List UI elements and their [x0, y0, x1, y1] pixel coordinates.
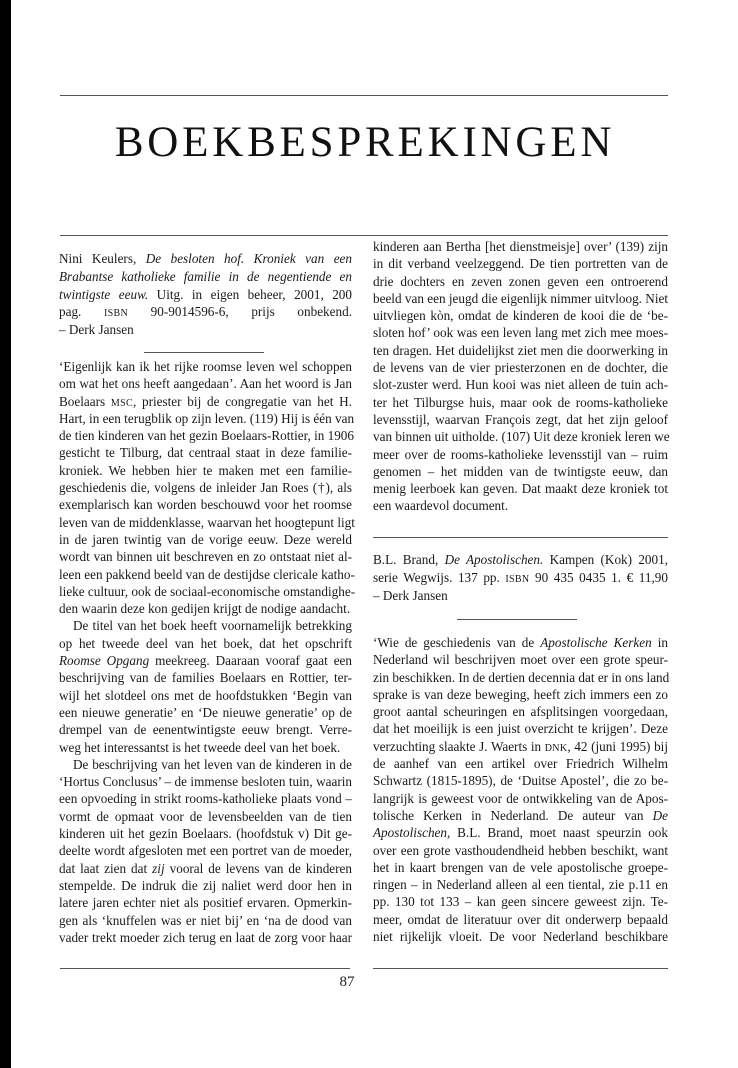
- text-line: meer, omdat de literatuur over dit onderwerp bepaald: [373, 911, 668, 927]
- text-line: leven van de middenklasse, waarvan het hoogtepunt ligt: [59, 514, 355, 530]
- text-line: niet rijkelijk vloeit. De voor Nederland beschikbare: [373, 929, 668, 945]
- text-line: sprake is van deze beweging, heeft zich immers een zo: [373, 686, 668, 702]
- text-line: levensstijl, waarvan François zegt, dat het zijn geloof: [373, 411, 668, 427]
- text-line: latere jaren echter niet als positief ervaren. Opmerkin-: [59, 895, 352, 911]
- text-line: – Derk Jansen: [59, 322, 134, 338]
- text-line: – Derk Jansen: [373, 587, 448, 603]
- text-line: wordt van binnen uit beschreven en zo ontstaat niet al-: [59, 549, 352, 565]
- text-line: het in kaart brengen van de vele apostolische groepe-: [373, 859, 668, 875]
- text-line: Hart, in een terugblik op zijn leven. (119) Hij is één van: [59, 410, 355, 426]
- text-line: in de jaren twintig van de vorige eeuw. Deze wereld: [59, 531, 352, 547]
- review2-top-rule: [373, 537, 668, 538]
- text-line: vader trekt moeder zich terug en laat de zorg voor haar: [59, 929, 352, 945]
- text-line: genomen – het midden van de twintigste eeuw, dan: [373, 463, 668, 479]
- text-line: gesticht te Tilburg, dat centraal staat in deze familie-: [59, 445, 352, 461]
- text-line: menig leerboek kan geven. Dat maakt deze kroniek tot: [373, 481, 668, 497]
- title-bottom-rule: [60, 235, 668, 236]
- text-line: dat het moeilijk is een juist overzicht te krijgen’. Deze: [373, 721, 668, 737]
- text-line: drie dochters en zeven zonen geven een ontroerend: [373, 273, 668, 289]
- text-line: Boelaars MSC, priester bij de congregatie van het H.: [59, 393, 352, 409]
- text-line: een waardevol document.: [373, 498, 509, 514]
- text-line: geschiedenis die, volgens de inleider Jan Roes (†), als: [59, 480, 352, 496]
- text-line: ‘Eigenlijk kan ik het rijke roomse leven wel schoppen: [59, 359, 352, 374]
- review1-citation-divider: [144, 352, 264, 353]
- text-line: lieke cultuur, ook de sociaal-economische omstandighe-: [59, 583, 356, 599]
- text-line: gen als ‘knuffelen was er niet bij’ en ‘na de dood van: [59, 912, 352, 928]
- text-line: drempel van de eenentwintigste eeuw brengt. Verre-: [59, 722, 352, 738]
- text-line: Schwartz (1815-1895), de ‘Duitse Apostel’, die zo be-: [373, 773, 668, 789]
- text-line: De titel van het boek heeft voornamelijk betrekking: [73, 618, 352, 634]
- review1-body-right: [373, 238, 668, 515]
- text-line: langrijk is geweest voor de ontwikkeling van de Apos-: [373, 790, 668, 806]
- text-line: de tien kinderen van het gezin Boelaars-Rottier, in 1906: [59, 428, 354, 444]
- footer-rule-left: [60, 968, 350, 969]
- top-rule: [60, 95, 668, 96]
- text-line: de levens van de vier priesterzonen en de dochter, die: [373, 360, 668, 376]
- text-line: Roomse Opgang meekreeg. Daaraan vooraf gaat een: [59, 653, 352, 669]
- scan-edge-bar: [0, 0, 11, 1068]
- text-line: in dit verband veelzeggend. De tien portretten van de: [373, 256, 668, 272]
- text-line: B.L. Brand, De Apostolischen. Kampen (Kok) 2001,: [373, 552, 668, 567]
- text-line: deelte wordt afgesloten met een portret van de moeder,: [59, 843, 352, 859]
- text-line: serie Wegwijs. 137 pp. ISBN 90 435 0435 1. € 11,90: [373, 569, 668, 585]
- text-line: kinderen uit het gezin Boelaars. (hoofdstuk v) Dit ge-: [59, 826, 352, 842]
- text-line: tolische Kerken in Nederland. De auteur van De: [373, 807, 668, 823]
- footer-rule-right: [373, 968, 668, 969]
- text-line: den waarin deze kon gedijen krijgt de nodige aandacht.: [59, 601, 351, 617]
- text-line: sloten hof’ ook was een leven lang met zich mee moes-: [373, 325, 668, 341]
- text-line: beschrijving van de families Boelaars en Rottier, ter-: [59, 670, 352, 686]
- text-line: ‘Wie de geschiedenis van de Apostolische Kerken in: [373, 635, 668, 650]
- text-line: ‘Hortus Conclusus’ – de immense besloten tuin, waarin: [59, 774, 352, 790]
- text-line: op het tweede deel van het boek, dat het opschrift: [59, 635, 352, 651]
- text-line: ter het Tilburgse huis, maar ook de rooms-katholieke: [373, 394, 668, 410]
- text-line: Nini Keulers, De besloten hof. Kroniek van een: [59, 251, 352, 266]
- text-line: wijl het slotdeel ons met de hoofdstukken ‘Begin van: [59, 687, 352, 703]
- review2-citation-divider: [457, 619, 577, 620]
- review1-citation: [59, 250, 352, 339]
- text-line: Nederland wil beschrijven moet over een grote speur-: [373, 652, 668, 668]
- text-line: zin beschikken. In de dertien decennia dat er in ons land: [373, 669, 670, 685]
- review2-body: [373, 634, 668, 945]
- text-line: van binnen uit uitholde. (107) Uit deze kroniek leren we: [373, 429, 670, 445]
- text-line: om wat het ons heeft aangedaan’. Aan het woord is Jan: [59, 376, 352, 392]
- text-line: een nieuwe generatie’ en ‘De nieuwe generatie’ op de: [59, 704, 352, 720]
- text-line: stempelde. De indruk die zij naliet werd door hen in: [59, 877, 352, 893]
- text-line: meer over de rooms-katholieke levensstijl van – ruim: [373, 446, 668, 462]
- text-line: exemplarisch kan worden beschouwd voor het roomse: [59, 497, 352, 513]
- text-line: kroniek. We hebben hier te maken met een familie-: [59, 462, 352, 478]
- text-line: leen een pakkend beeld van de destijdse clericale katho-: [59, 566, 355, 582]
- text-line: De beschrijving van het leven van de kinderen in de: [73, 756, 352, 772]
- page-title: BOEKBESPREKINGEN: [114, 119, 616, 166]
- text-line: de aanhef van een artikel over Friedrich Wilhelm: [373, 756, 668, 772]
- text-line: Brabantse katholieke familie in de negentiende en: [59, 268, 352, 284]
- text-line: pp. 130 tot 133 – kan geen sincere geweest zijn. Te-: [373, 894, 668, 910]
- text-line: kinderen aan Bertha [het dienstmeisje] over’ (139) zijn: [373, 239, 668, 254]
- text-line: dat laat zien dat zij vooral de levens van de kinderen: [59, 860, 352, 876]
- text-line: slot-zuster werd. Hun kooi was niet alleen de tuin ach-: [373, 377, 668, 393]
- text-line: vormt de opmaat voor de levensbeelden van de tien: [59, 808, 352, 824]
- page-number: 87: [339, 974, 355, 990]
- text-line: twintigste eeuw. Uitg. in eigen beheer, 2001, 200: [59, 286, 352, 302]
- text-line: een opvoeding in strikt rooms-katholieke plaats vond –: [59, 791, 352, 807]
- text-line: uitvliegen kòn, omdat de kinderen de kooi die de ‘be-: [373, 308, 668, 324]
- text-line: over een grote vasthoudendheid hebben beschikt, want: [373, 842, 668, 858]
- text-line: pag. ISBN 90-9014596-6, prijs onbekend.: [59, 304, 352, 320]
- text-line: Apostolischen, B.L. Brand, moet naast speurzin ook: [373, 825, 668, 841]
- text-line: ten dragen. Het duidelijkst ziet men die doorwerking in: [373, 342, 668, 358]
- review2-citation: [373, 551, 668, 604]
- text-line: verzuchting slaakte J. Waerts in DNK, 42 (juni 1995) bij: [373, 738, 668, 754]
- text-line: ringen – in Nederland alleen al een tiental, zie p.11 en: [373, 877, 668, 893]
- review1-body-left: [59, 358, 356, 946]
- text-line: weg het interessantst is het tweede deel van het boek.: [59, 739, 341, 755]
- text-line: groot aantal scheuringen en afsplitsingen voorgedaan,: [373, 704, 668, 720]
- text-line: beeld van een jeugd die eigenlijk nimmer uitvloog. Niet: [373, 290, 668, 306]
